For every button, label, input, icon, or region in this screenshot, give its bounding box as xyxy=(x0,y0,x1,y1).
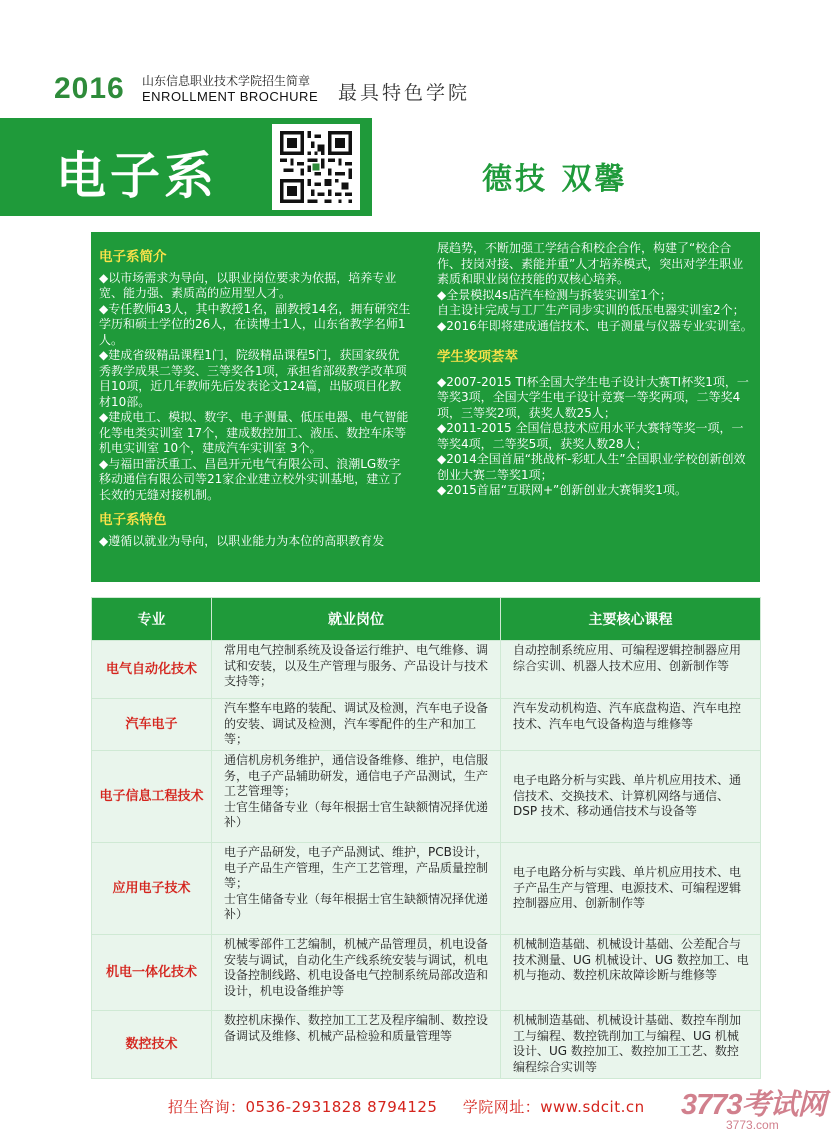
award-item: ◆2015首届“互联网+”创新创业大赛铜奖1项。 xyxy=(437,483,687,497)
core-courses: 电子电路分析与实践、单片机应用技术、电子产品生产与管理、电源技术、可编程逻辑控制器应用、创新制作等 xyxy=(501,843,761,935)
intro-panel xyxy=(91,232,760,582)
admission-phone: 招生咨询：0536-2931828 8794125 xyxy=(168,1098,438,1116)
feature-item: ◆2016年即将建成通信技术、电子测量与仪器专业实训室。 xyxy=(437,318,753,333)
header-courses: 主要核心课程 xyxy=(501,598,761,641)
department-banner xyxy=(0,118,839,216)
department-title: 电子系 xyxy=(56,147,218,205)
job-positions-note: 士官生储备专业（每年根据士官生缺额情况择优递补） xyxy=(224,799,489,829)
table-row xyxy=(92,843,761,935)
core-courses: 机械制造基础、机械设计基础、公差配合与技术测量、UG 机械设计、UG 数控加工、电机与拖动、数控机床故障诊断与维修等 xyxy=(501,935,761,1011)
college-website[interactable]: 学院网址：www.sdcit.cn xyxy=(462,1098,645,1116)
major-name: 电气自动化技术 xyxy=(92,641,212,699)
feature-title: 电子系特色 xyxy=(99,512,167,528)
watermark-url: 3773.com xyxy=(726,1118,779,1132)
table-row xyxy=(92,641,761,699)
intro-item: ◆与福田雷沃重工、昌邑开元电气有限公司、浪潮LG数字移动通信有限公司等21家企业建立校外实训基地，建立了长效的无缝对接机制。 xyxy=(99,456,403,502)
department-motto: 德技 双馨 xyxy=(482,162,628,197)
core-courses: 电子电路分析与实践、单片机应用技术、通信技术、交换技术、计算机网络与通信、DSP 技术、移动通信技术与设备等 xyxy=(501,751,761,843)
job-positions: 数控机床操作、数控加工工艺及程序编制、数控设备调试及维修、机械产品检验和质量管理等 xyxy=(212,1011,501,1079)
table-header-row xyxy=(92,598,761,641)
award-item: ◆2011-2015 全国信息技术应用水平大赛特等奖一项，一等奖4项，二等奖5项，获奖人数28人； xyxy=(437,421,744,451)
intro-item: ◆专任教师43人，其中教授1名，副教授14名，拥有研究生学历和硕士学位的26人，在读博士1人，山东省教学名师1人。 xyxy=(99,301,411,347)
watermark-logo: 3773考试网 xyxy=(681,1089,826,1121)
feature-item: 展趋势，不断加强工学结合和校企合作，构建了“校企合作、技岗对接、素能并重”人才培养模式，突出对学生职业素质和职业岗位技能的双核心培养。 xyxy=(437,241,744,286)
awards-title: 学生奖项荟萃 xyxy=(437,349,518,365)
award-item: ◆2014全国首届“挑战杯-彩虹人生”全国职业学校创新创效创业大赛二等奖1项； xyxy=(437,452,746,482)
core-courses: 机械制造基础、机械设计基础、数控车削加工与编程、数控铣削加工与编程、UG 机械设计、UG 数控加工、数控加工工艺、数控编程综合实训等 xyxy=(501,1011,761,1079)
intro-title: 电子系简介 xyxy=(99,249,167,265)
job-positions: 机械零部件工艺编制，机械产品管理员，机电设备安装与调试，自动化生产线系统安装与调试，机电设备控制线路、机电设备电气控制系统局部改造和设计，机电设备维护等 xyxy=(212,935,501,1011)
intro-item: ◆以市场需求为导向，以职业岗位要求为依据，培养专业宽、能力强、素质高的应用型人才。 xyxy=(99,270,397,300)
major-name: 应用电子技术 xyxy=(92,843,212,935)
job-positions-note: 士官生储备专业（每年根据士官生缺额情况择优递补） xyxy=(224,891,489,921)
majors-table xyxy=(91,597,760,1079)
intro-item: ◆建成省级精品课程1门，院级精品课程5门，获国家级优秀教学成果二等奖、三等奖各1项，承担省部级教学改革项目10项，近几年教师先后发表论文124篇，出版项目化教材10部。 xyxy=(99,348,407,409)
header-major: 专业 xyxy=(92,598,212,641)
job-positions xyxy=(212,751,501,843)
award-item: ◆2007-2015 TI杯全国大学生电子设计大赛TI杯奖1项，一等奖3项，全国大学生电子设计竞赛一等奖两项，二等奖4项，三等奖2项，获奖人数25人； xyxy=(437,374,749,420)
feature-item: ◆遵循以就业为导向，以职业能力为本位的高职教育发 xyxy=(99,533,385,548)
school-name: 山东信息职业技术学院招生简章 xyxy=(142,74,311,88)
slogan: 最具特色学院 xyxy=(338,82,471,104)
job-positions: 常用电气控制系统及设备运行维护、电气维修、调试和安装，以及生产管理与服务、产品设计与技术支持等； xyxy=(212,641,501,699)
intro-right-column xyxy=(437,241,753,499)
intro-item: ◆建成电工、模拟、数字、电子测量、低压电器、电气智能化等电类实训室 17个，建成数控加工、液压、数控车床等机电实训室 10个，建成汽车实训室 3个。 xyxy=(99,410,409,455)
core-courses: 自动控制系统应用、可编程逻辑控制器应用综合实训、机器人技术应用、创新制作等 xyxy=(501,641,761,699)
major-name: 电子信息工程技术 xyxy=(92,751,212,843)
job-positions-text: 通信机房机务维护，通信设备维修、维护，电信服务，电子产品辅助研发，通信电子产品测试，生产工艺管理等； xyxy=(224,753,489,798)
job-positions: 汽车整车电路的装配、调试及检测，汽车电子设备的安装、调试及检测，汽车零配件的生产和加工等； xyxy=(212,699,501,751)
job-positions xyxy=(212,843,501,935)
feature-item: 自主设计完成与工厂生产同步实训的低压电器实训室2个； xyxy=(437,303,745,317)
intro-left-column xyxy=(99,248,411,549)
table-row xyxy=(92,699,761,751)
major-name: 数控技术 xyxy=(92,1011,212,1079)
table-row xyxy=(92,751,761,843)
table-row xyxy=(92,935,761,1011)
brochure-subtitle: ENROLLMENT BROCHURE xyxy=(142,89,319,104)
feature-item: ◆全景模拟4s店汽车检测与拆装实训室1个； xyxy=(437,287,672,302)
qr-code-icon[interactable] xyxy=(280,131,352,203)
major-name: 机电一体化技术 xyxy=(92,935,212,1011)
footer-contact xyxy=(168,1096,665,1117)
brochure-year: 2016 xyxy=(54,72,125,105)
table-row xyxy=(92,1011,761,1079)
header-jobs: 就业岗位 xyxy=(212,598,501,641)
core-courses: 汽车发动机构造、汽车底盘构造、汽车电控技术、汽车电气设备构造与维修等 xyxy=(501,699,761,751)
major-name: 汽车电子 xyxy=(92,699,212,751)
job-positions-text: 电子产品研发，电子产品测试、维护，PCB设计，电子产品生产管理，生产工艺管理，产品质量控制等； xyxy=(224,845,489,890)
